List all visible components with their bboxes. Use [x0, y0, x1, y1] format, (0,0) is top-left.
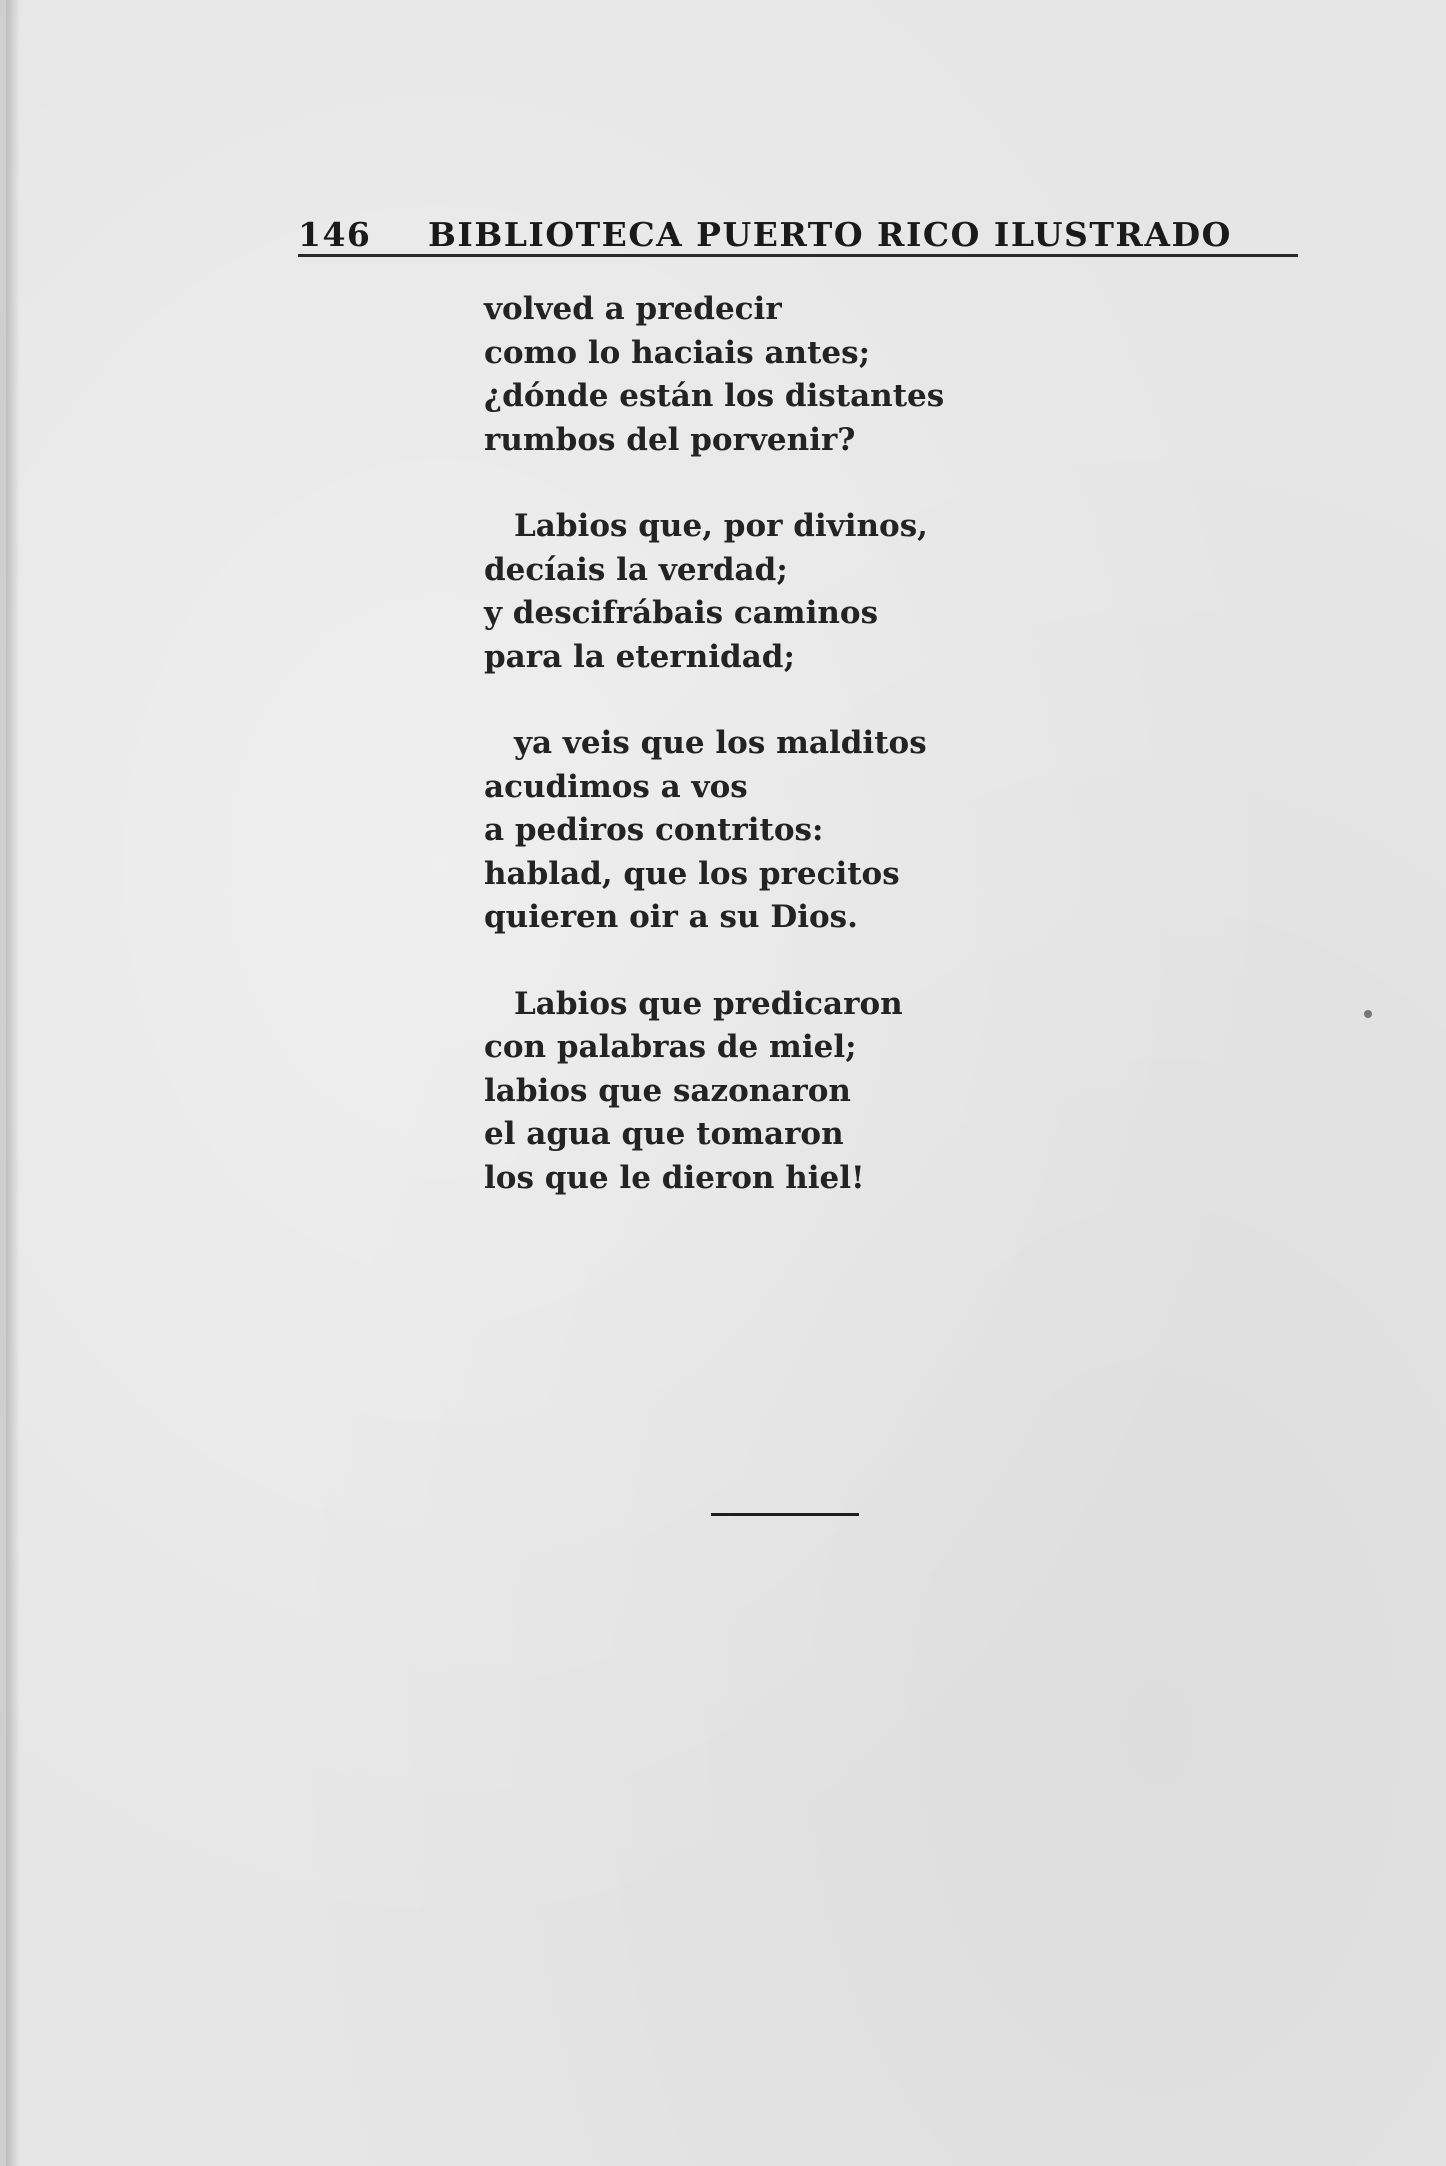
poem-line: acudimos a vos: [484, 768, 748, 805]
page-number: 146: [298, 215, 372, 254]
page-edge-shadow: [6, 0, 20, 2166]
poem-line: ¿dónde están los distantes: [484, 378, 945, 414]
poem-line: volved a predecir: [484, 291, 782, 327]
closing-rule: [711, 1513, 859, 1516]
poem-line: a pediros contritos:: [484, 812, 824, 848]
poem-line: labios que sazonaron: [484, 1072, 851, 1109]
stanza-4: [484, 983, 1184, 1201]
ink-speck: [1364, 1010, 1372, 1018]
poem-line: los que le dieron hiel!: [484, 1159, 865, 1196]
header-rule: [298, 254, 1298, 257]
poem-line: rumbos del porvenir?: [484, 421, 856, 458]
poem-line: como lo haciais antes;: [484, 334, 871, 371]
poem-line: hablad, que los precitos: [484, 855, 900, 892]
stanza-1: [484, 288, 1184, 462]
poem-line: para la eternidad;: [484, 638, 795, 675]
stanza-3: [484, 722, 1184, 940]
poem-line: el agua que tomaron: [484, 1116, 844, 1152]
poem-line: quieren oir a su Dios.: [484, 899, 858, 935]
running-title: BIBLIOTECA PUERTO RICO ILUSTRADO: [428, 215, 1232, 254]
poem-line: ya veis que los malditos: [514, 725, 927, 761]
poem-line: Labios que, por divinos,: [514, 508, 928, 544]
stanza-2: [484, 505, 1184, 679]
running-header: [298, 198, 1298, 254]
poem-line: y descifrábais caminos: [484, 595, 879, 631]
poem-line: con palabras de miel;: [484, 1029, 857, 1065]
poem-line: Labios que predicaron: [514, 985, 903, 1022]
poem-body: [484, 288, 1184, 1243]
poem-line: decíais la verdad;: [484, 551, 788, 588]
